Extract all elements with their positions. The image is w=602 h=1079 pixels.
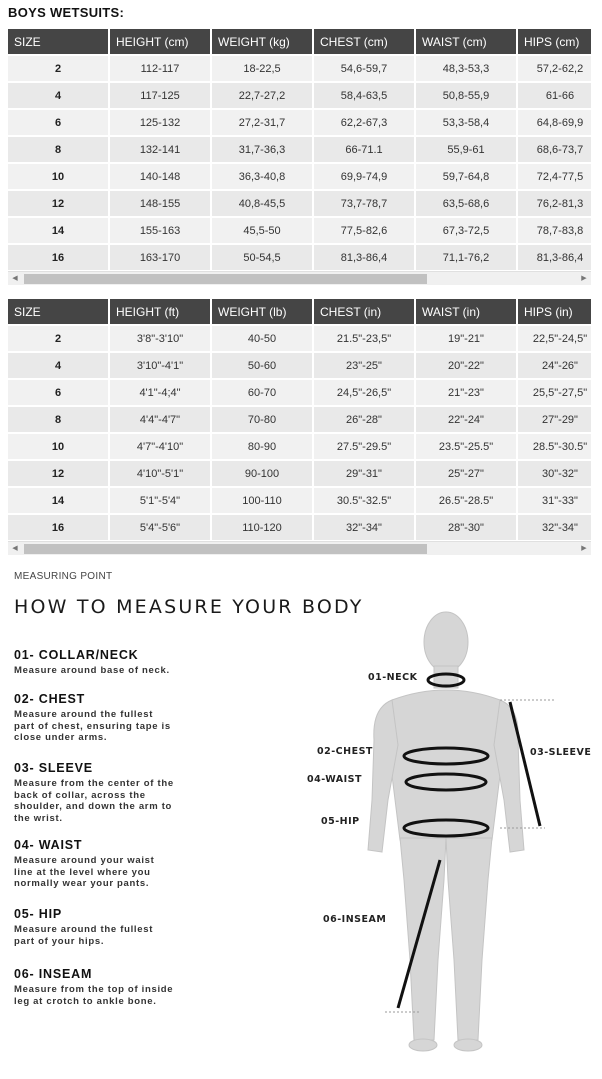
column-header: HEIGHT (cm) <box>110 29 210 54</box>
step-title: 02- CHEST <box>14 692 86 706</box>
table-cell: 90-100 <box>212 461 312 486</box>
table-cell: 22"-24" <box>416 407 516 432</box>
table-cell: 78,7-83,8 <box>518 218 591 243</box>
size-cell: 2 <box>8 326 108 351</box>
table-row <box>8 191 591 216</box>
table-cell: 25"-27" <box>416 461 516 486</box>
table-cell: 70-80 <box>212 407 312 432</box>
measuring-point-label: MEASURING POINT <box>14 571 113 582</box>
table-cell: 32"-34" <box>314 515 414 540</box>
table-row <box>8 326 591 351</box>
table-cell: 18-22,5 <box>212 56 312 81</box>
table-cell: 4'7"-4'10" <box>110 434 210 459</box>
column-header: WAIST (cm) <box>416 29 516 54</box>
diagram-label-hip: 05-HIP <box>321 816 360 827</box>
table-cell: 40-50 <box>212 326 312 351</box>
step-title: 04- WAIST <box>14 838 83 852</box>
table-row <box>8 488 591 513</box>
table-cell: 48,3-53,3 <box>416 56 516 81</box>
table-cell: 125-132 <box>110 110 210 135</box>
table-cell: 148-155 <box>110 191 210 216</box>
table-cell: 40,8-45,5 <box>212 191 312 216</box>
size-cell: 16 <box>8 245 108 270</box>
size-cell: 12 <box>8 461 108 486</box>
diagram-label-waist: 04-WAIST <box>307 774 362 785</box>
table-cell: 50,8-55,9 <box>416 83 516 108</box>
table-cell: 62,2-67,3 <box>314 110 414 135</box>
table-cell: 66-71.1 <box>314 137 414 162</box>
imperial-size-table <box>8 297 591 542</box>
table-cell: 27"-29" <box>518 407 591 432</box>
table-cell: 68,6-73,7 <box>518 137 591 162</box>
table-cell: 57,2-62,2 <box>518 56 591 81</box>
step-description: Measure around base of neck. <box>14 665 170 676</box>
table-cell: 73,7-78,7 <box>314 191 414 216</box>
size-cell: 8 <box>8 137 108 162</box>
table-row <box>8 164 591 189</box>
table-cell: 71,1-76,2 <box>416 245 516 270</box>
table-cell: 4'4"-4'7" <box>110 407 210 432</box>
diagram-label-inseam: 06-INSEAM <box>323 914 387 925</box>
table-cell: 27.5"-29.5" <box>314 434 414 459</box>
table-cell: 54,6-59,7 <box>314 56 414 81</box>
table-cell: 5'1"-5'4" <box>110 488 210 513</box>
step-description: Measure around the fullest part of chest, ensuring tape is close under arms. <box>14 709 171 743</box>
table-cell: 3'10"-4'1" <box>110 353 210 378</box>
table-row <box>8 56 591 81</box>
table-row <box>8 218 591 243</box>
table-cell: 61-66 <box>518 83 591 108</box>
table-cell: 3'8"-3'10" <box>110 326 210 351</box>
step-title: 05- HIP <box>14 907 62 921</box>
step-description: Measure from the top of inside leg at crotch to ankle bone. <box>14 984 174 1007</box>
step-description: Measure around your waist line at the level where you normally wear your pants. <box>14 855 155 889</box>
table-cell: 21"-23" <box>416 380 516 405</box>
table-cell: 32"-34" <box>518 515 591 540</box>
table-cell: 27,2-31,7 <box>212 110 312 135</box>
column-header: WEIGHT (kg) <box>212 29 312 54</box>
table-cell: 24,5"-26,5" <box>314 380 414 405</box>
size-cell: 10 <box>8 434 108 459</box>
size-cell: 2 <box>8 56 108 81</box>
table-cell: 81,3-86,4 <box>518 245 591 270</box>
column-header: SIZE <box>8 29 108 54</box>
step-chest <box>14 692 204 744</box>
table-cell: 30.5"-32.5" <box>314 488 414 513</box>
table-cell: 50-60 <box>212 353 312 378</box>
table-cell: 50-54,5 <box>212 245 312 270</box>
size-cell: 14 <box>8 488 108 513</box>
scroll-left-arrow-icon[interactable]: ◀ <box>12 545 18 552</box>
size-cell: 4 <box>8 353 108 378</box>
table-cell: 64,8-69,9 <box>518 110 591 135</box>
imperial-size-table-container <box>8 297 591 542</box>
body-figure-icon <box>300 605 590 1060</box>
table-cell: 140-148 <box>110 164 210 189</box>
step-neck <box>14 648 204 677</box>
metric-size-table <box>8 27 591 272</box>
scroll-thumb[interactable] <box>24 544 427 554</box>
size-cell: 4 <box>8 83 108 108</box>
table-cell: 19"-21" <box>416 326 516 351</box>
size-cell: 6 <box>8 110 108 135</box>
table-cell: 110-120 <box>212 515 312 540</box>
column-header: CHEST (in) <box>314 299 414 324</box>
column-header: HIPS (cm) <box>518 29 591 54</box>
table-cell: 132-141 <box>110 137 210 162</box>
size-cell: 16 <box>8 515 108 540</box>
table-row <box>8 353 591 378</box>
table-cell: 45,5-50 <box>212 218 312 243</box>
table-cell: 100-110 <box>212 488 312 513</box>
table-row <box>8 407 591 432</box>
step-sleeve <box>14 761 204 824</box>
scroll-thumb[interactable] <box>24 274 427 284</box>
table-row <box>8 83 591 108</box>
table-row <box>8 380 591 405</box>
table-cell: 69,9-74,9 <box>314 164 414 189</box>
metric-table-scrollbar[interactable] <box>8 271 591 285</box>
page-title: BOYS WETSUITS: <box>8 5 125 20</box>
metric-size-table-container <box>8 27 591 272</box>
column-header: HIPS (in) <box>518 299 591 324</box>
table-cell: 23.5"-25.5" <box>416 434 516 459</box>
table-row <box>8 515 591 540</box>
table-row <box>8 461 591 486</box>
size-cell: 6 <box>8 380 108 405</box>
table-cell: 23"-25" <box>314 353 414 378</box>
table-cell: 76,2-81,3 <box>518 191 591 216</box>
table-cell: 59,7-64,8 <box>416 164 516 189</box>
step-description: Measure from the center of the back of collar, across the shoulder, and down the arm to the wrist. <box>14 778 174 824</box>
table-cell: 21.5"-23,5" <box>314 326 414 351</box>
step-title: 01- COLLAR/NECK <box>14 648 139 662</box>
table-cell: 26"-28" <box>314 407 414 432</box>
table-cell: 26.5"-28.5" <box>416 488 516 513</box>
table-cell: 31,7-36,3 <box>212 137 312 162</box>
table-header-row <box>8 299 591 324</box>
size-cell: 8 <box>8 407 108 432</box>
table-cell: 36,3-40,8 <box>212 164 312 189</box>
size-cell: 12 <box>8 191 108 216</box>
column-header: WEIGHT (lb) <box>212 299 312 324</box>
table-cell: 117-125 <box>110 83 210 108</box>
table-cell: 31"-33" <box>518 488 591 513</box>
diagram-label-sleeve: 03-SLEEVE <box>530 747 592 758</box>
table-row <box>8 434 591 459</box>
table-cell: 81,3-86,4 <box>314 245 414 270</box>
table-cell: 60-70 <box>212 380 312 405</box>
diagram-label-chest: 02-CHEST <box>317 746 373 757</box>
table-row <box>8 137 591 162</box>
scroll-left-arrow-icon[interactable]: ◀ <box>12 275 18 282</box>
table-cell: 22,5"-24,5" <box>518 326 591 351</box>
table-cell: 20"-22" <box>416 353 516 378</box>
table-cell: 29"-31" <box>314 461 414 486</box>
table-cell: 30"-32" <box>518 461 591 486</box>
table-cell: 67,3-72,5 <box>416 218 516 243</box>
step-title: 06- INSEAM <box>14 967 93 981</box>
table-cell: 4'10"-5'1" <box>110 461 210 486</box>
column-header: CHEST (cm) <box>314 29 414 54</box>
table-cell: 163-170 <box>110 245 210 270</box>
step-inseam <box>14 967 204 1007</box>
table-header-row <box>8 29 591 54</box>
scroll-right-arrow-icon[interactable]: ▶ <box>581 545 587 552</box>
table-cell: 80-90 <box>212 434 312 459</box>
table-cell: 28"-30" <box>416 515 516 540</box>
measure-section-title: HOW TO MEASURE YOUR BODY <box>14 596 364 618</box>
table-cell: 155-163 <box>110 218 210 243</box>
column-header: WAIST (in) <box>416 299 516 324</box>
column-header: HEIGHT (ft) <box>110 299 210 324</box>
table-cell: 72,4-77,5 <box>518 164 591 189</box>
table-cell: 25,5"-27,5" <box>518 380 591 405</box>
table-cell: 55,9-61 <box>416 137 516 162</box>
step-hip <box>14 907 204 947</box>
table-cell: 53,3-58,4 <box>416 110 516 135</box>
column-header: SIZE <box>8 299 108 324</box>
table-row <box>8 245 591 270</box>
table-row <box>8 110 591 135</box>
scroll-right-arrow-icon[interactable]: ▶ <box>581 275 587 282</box>
table-cell: 22,7-27,2 <box>212 83 312 108</box>
table-cell: 77,5-82,6 <box>314 218 414 243</box>
step-title: 03- SLEEVE <box>14 761 93 775</box>
size-cell: 10 <box>8 164 108 189</box>
table-cell: 5'4"-5'6" <box>110 515 210 540</box>
step-description: Measure around the fullest part of your hips. <box>14 924 154 947</box>
table-cell: 4'1"-4;4" <box>110 380 210 405</box>
step-waist <box>14 838 204 890</box>
diagram-label-neck: 01-NECK <box>368 672 418 683</box>
table-cell: 24"-26" <box>518 353 591 378</box>
table-cell: 28.5"-30.5" <box>518 434 591 459</box>
size-cell: 14 <box>8 218 108 243</box>
imperial-table-scrollbar[interactable] <box>8 541 591 555</box>
table-cell: 58,4-63,5 <box>314 83 414 108</box>
table-cell: 112-117 <box>110 56 210 81</box>
table-cell: 63,5-68,6 <box>416 191 516 216</box>
